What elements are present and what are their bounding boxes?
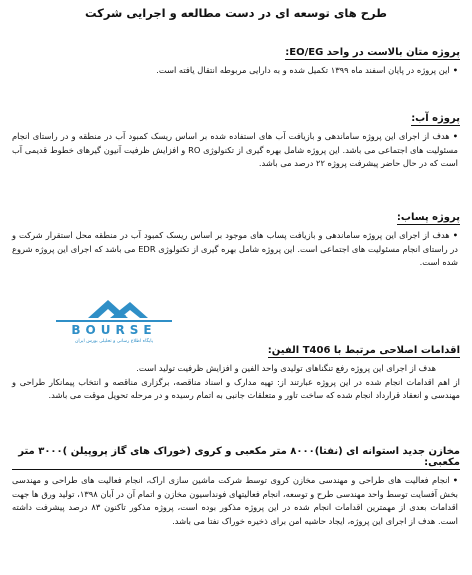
section-tanks (12, 446, 460, 528)
section-heading: پروژه متان بالاست در واحد EO/EG: (285, 47, 460, 58)
bullet-icon: • (452, 230, 458, 240)
section-heading: پروژه پساب: (396, 212, 460, 223)
section-body: •هدف از اجرای این پروژه ساماندهی و بازیافت پساب های موجود بر اساس ریسک کمبود آب در منطقه محل استقرار شرکت و در راستای انجام مسئولیت های اجتماعی است. این پروژه شامل بهره گیری از تکنولوژی EDR می باشد که اجرای این پروژه شروع شده است. (12, 230, 458, 267)
logo-numeral: 21 (113, 309, 127, 319)
section-body: •این پروژه در پایان اسفند ماه ۱۳۹۹ تکمیل شده و به دارایی مربوطه انتقال یافته است. (156, 65, 458, 75)
section-eoeg (12, 40, 460, 78)
section-water (12, 106, 460, 171)
bullet-icon: • (452, 475, 458, 485)
section-t406 (12, 338, 460, 403)
section-heading: پروژه آب: (411, 113, 460, 124)
page-title: طرح های توسعه ای در دست مطالعه و اجرایی شرکت (84, 6, 387, 20)
section-body: از اهم اقدامات انجام شده در این پروژه عبارتند از: تهیه مدارک و اسناد مناقصه، برگزاری مناقصه و انتخاب پیمانکار طراحی و مهندسی و انعقاد قرارداد انجام شده که ساخت تاور و متعلقات جانبی به اتمام رسیده و در مرحله تحویل موقت می باشد. (12, 376, 460, 400)
bourse-logo (48, 296, 180, 344)
section-wastewater (12, 205, 460, 270)
logo-word: BOURSE (71, 323, 157, 337)
section-body: •هدف از اجرای این پروژه ساماندهی و بازیافت آب های استفاده شده بر اساس ریسک کمبود آب در منطقه و در راستای انجام مسئولیت های اجتماعی می باشد. این پروژه شامل بهره گیری از تکنولوژی RO و افزایش ظرفیت آنیون گیرهای خطوط قدیمی آب است که در حال حاضر پیشرفت پروژه ۲۲ درصد می باشد. (12, 131, 459, 168)
section-heading: اقدامات اصلاحی مرتبط با T406 الفین: (267, 345, 460, 356)
bullet-icon: • (452, 65, 458, 75)
section-body: •انجام فعالیت های طراحی و مهندسی مخازن کروی توسط شرکت ماشین سازی اراک، انجام فعالیت های طراحی و مهندسی بخش آفسایت توسط واحد مهندسی طرح و توسعه، انجام فعالیتهای فونداسیون مخازن و اتمام آن در آبان ۱۳۹۸، تولید ورق ها جهت اقدامات بعدی از مهمترین اقدامات انجام شده در این پروژه مذکور بوده است، پروژه مذکور تاکنون ۸۳ درصد پیشرفت داشته است. هدف از اجرای این پروژه، ایجاد حاشیه امن برای ذخیره خوراک نفتا می باشد. (12, 475, 458, 526)
section-line: هدف از اجرای این پروژه رفع تنگناهای تولیدی واحد الفین و افزایش ظرفیت تولید است. (136, 363, 436, 373)
bullet-icon: • (452, 131, 458, 141)
section-heading: مخازن جدید استوانه ای (نفتا)۸۰۰۰ متر مکعبی و کروی (خوراک های گاز پروپیلن )۳۰۰۰ متر مکعبی: (12, 446, 460, 470)
logo-subtitle: پایگاه اطلاع رسانی و تحلیلی بورس ایران (75, 339, 153, 344)
